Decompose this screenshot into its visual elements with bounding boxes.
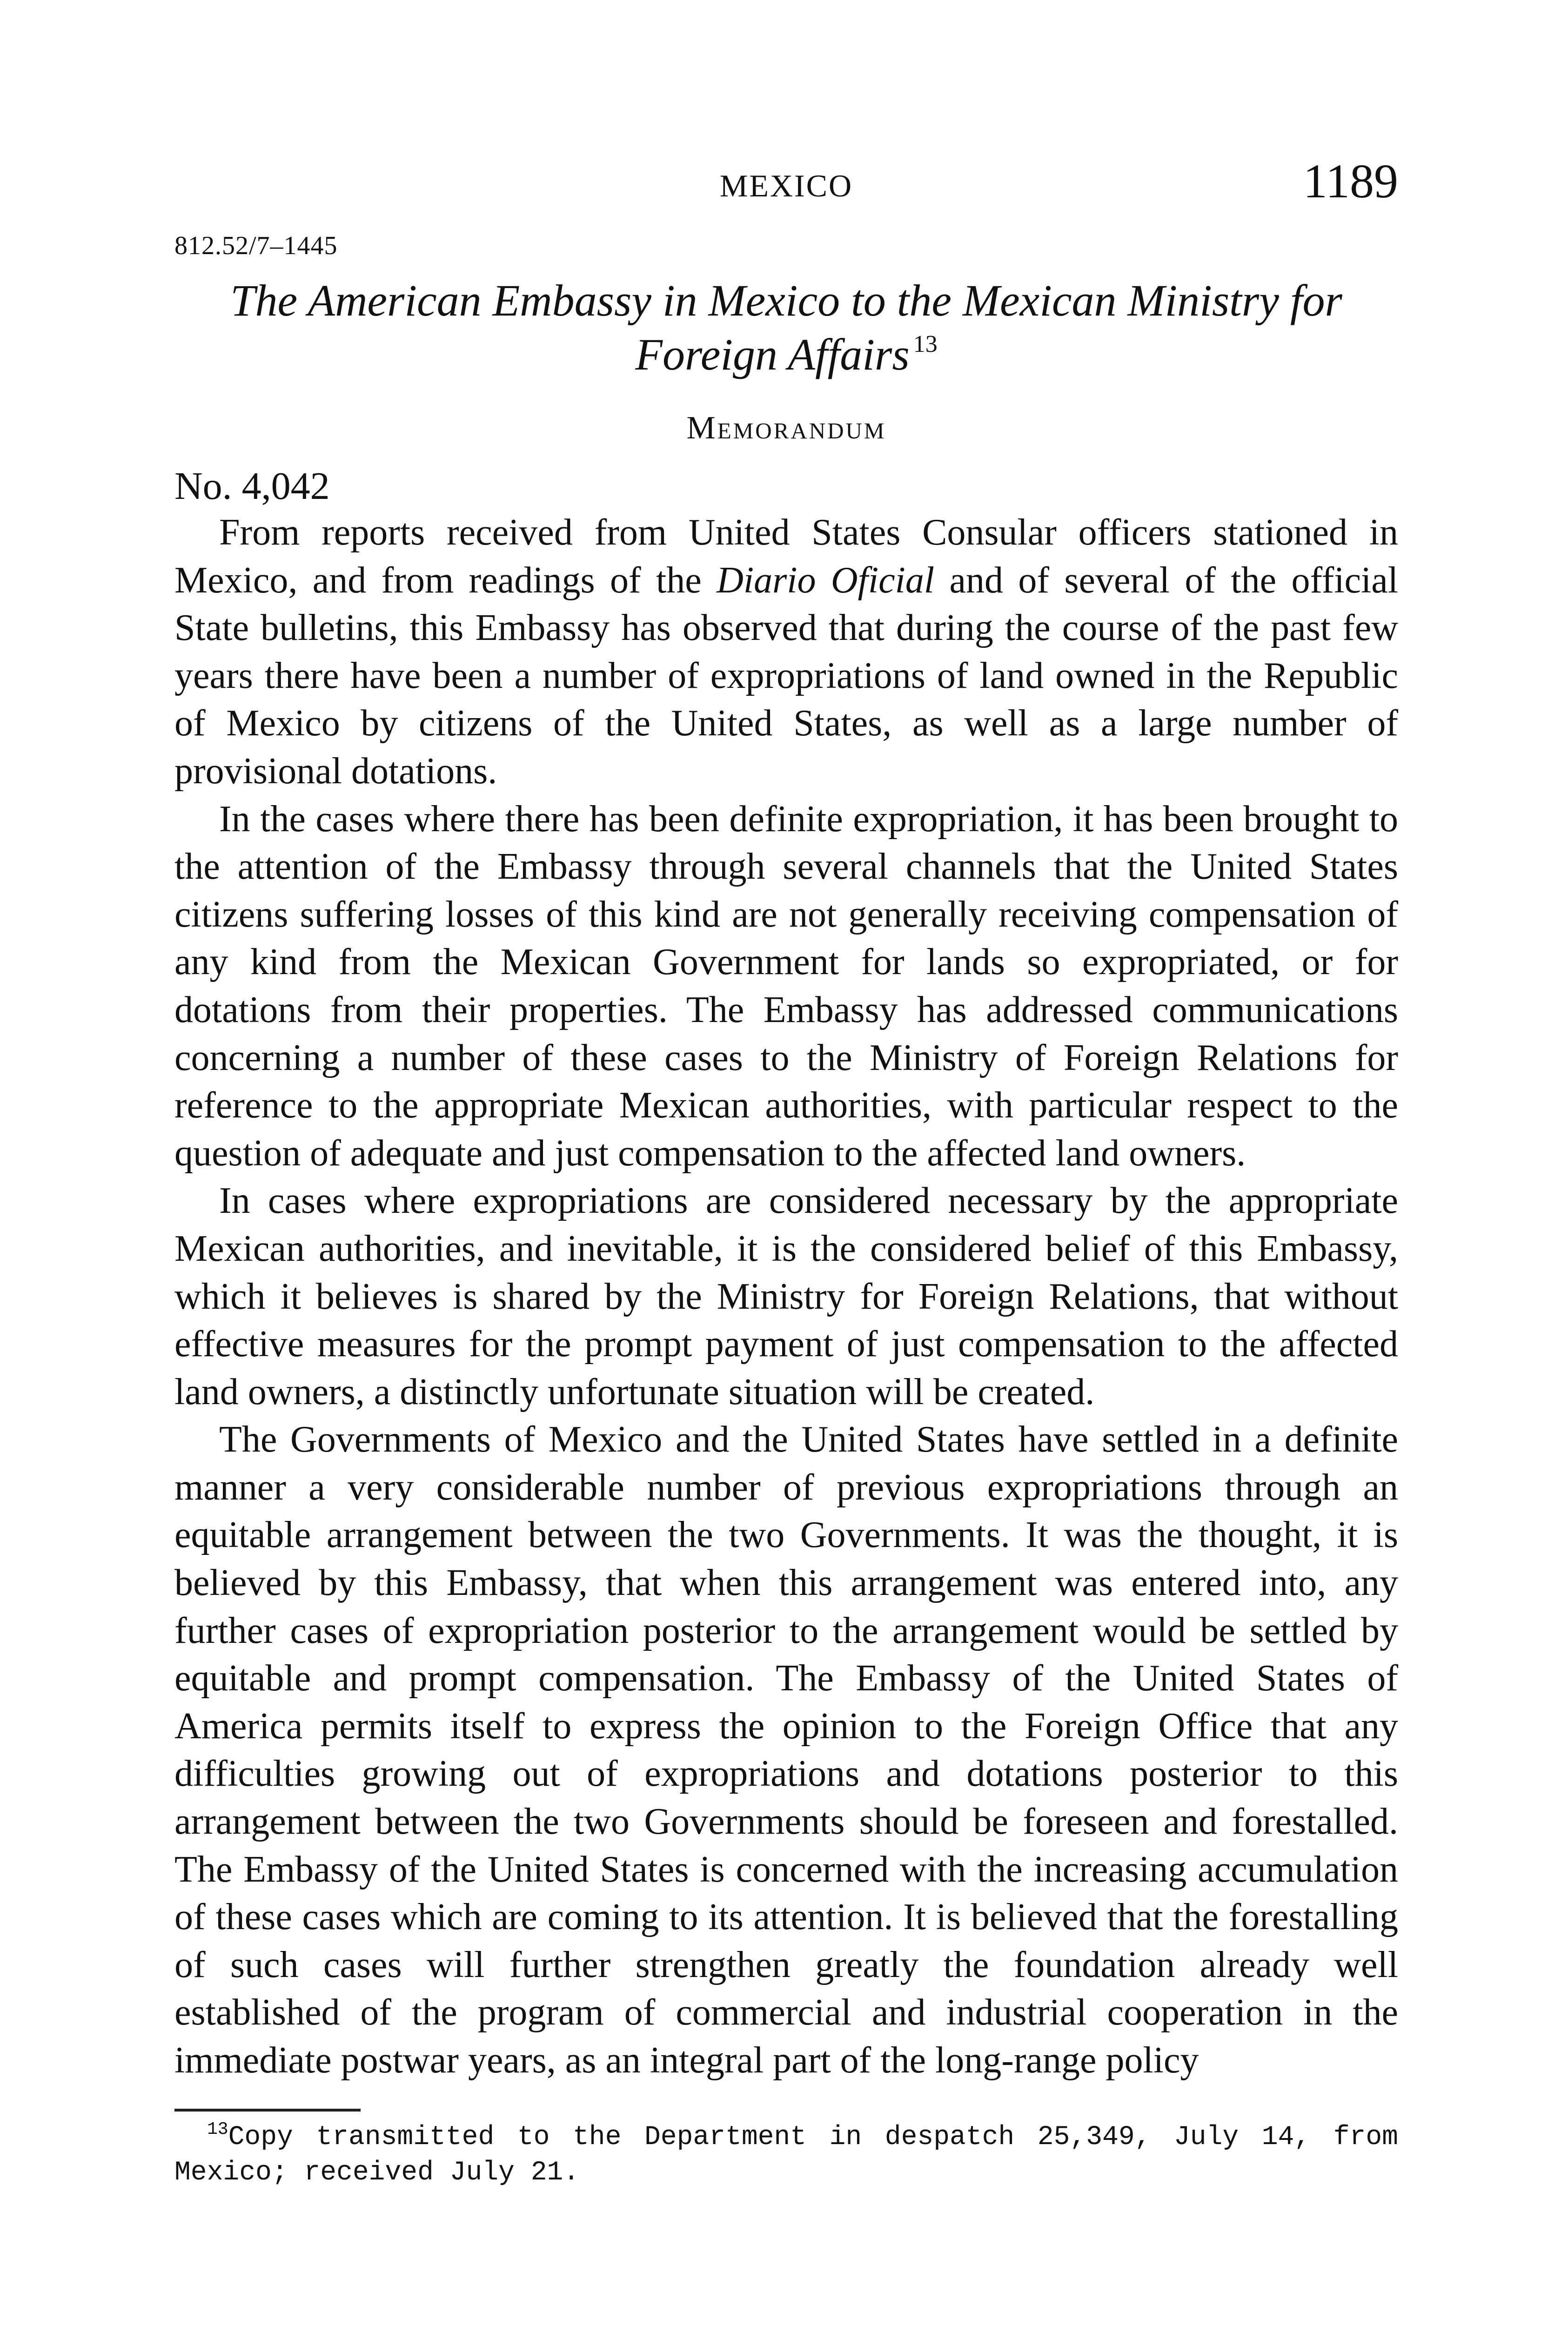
footnote-text: Copy transmitted to the Department in despatch 25,349, July 14, from Mexico; received July 21.: [174, 2122, 1398, 2188]
page-number: 1189: [1303, 155, 1398, 208]
paragraph-1: [174, 509, 1398, 795]
document-title-text: The American Embassy in Mexico to the Mexican Ministry for Foreign Affairs: [230, 276, 1342, 379]
running-head: [174, 154, 1398, 209]
title-footnote-ref: 13: [913, 331, 938, 357]
footnote-divider: [174, 2109, 361, 2112]
document-title: [223, 274, 1349, 382]
paragraph-1-end: and of several of the official State bulletins, this Embassy has observed that during the course of the past few years there have been a number of expropriations of land owned in the Republic of Mexico by citizens of the United States, as well as a large number of provisional dotations.: [174, 559, 1399, 792]
document-number: No. 4,042: [174, 464, 330, 508]
diario-oficial-emphasis: Diario Oficial: [717, 559, 935, 601]
paragraph-4: The Governments of Mexico and the United States have settled in a definite manner a very considerable number of previous expropriations through an equitable arrangement between the two Governments. It was the thought, it is believed by this Embassy, that when this arrangement was entered into, any further cases of expropriation posterior to the arrangement would be settled by equitable and prompt compensation. The Embassy of the United States of America permits itself to express the opinion to the Foreign Office that any difficulties growing out of expropriations and dotations posterior to this arrangement between the two Governments should be foreseen and forestalled. The Embassy of the United States is concerned with the increasing accumulation of these cases which are coming to its attention. It is believed that the forestalling of such cases will further strengthen greatly the foundation already well established of the program of commercial and industrial cooperation in the immediate postwar years, as an integral part of the long-range policy: [174, 1419, 1398, 2081]
paragraph-2: In the cases where there has been definite expropriation, it has been brought to the attention of the Embassy through several channels that the United States citizens suffering losses of this kind are not generally receiving compensation of any kind from the Mexican Government for lands so expropriated, or for dotations from their properties. The Embassy has addressed communications concerning a number of these cases to the Ministry of Foreign Relations for reference to the appropriate Mexican authorities, with particular respect to the question of adequate and just compensation to the affected land owners.: [174, 798, 1398, 1174]
paragraph-1-start: From reports received from United States Consular officers stationed in Mexico, and from readings of the: [174, 512, 1398, 601]
file-number: 812.52/7–1445: [174, 231, 338, 260]
running-title: MEXICO: [719, 168, 853, 203]
document-page: [174, 154, 1398, 2191]
footnote: [174, 2120, 1398, 2191]
footnote-marker: 13: [207, 2119, 228, 2139]
paragraph-3: In cases where expropriations are considered necessary by the appropriate Mexican authorities, and inevitable, it is the considered belief of this Embassy, which it believes is shared by the Ministry for Foreign Relations, that without effective measures for the prompt payment of just compensation to the affected land owners, a distinctly unfortunate situation will be created.: [174, 1180, 1398, 1412]
memorandum-heading: Memorandum: [686, 410, 886, 446]
